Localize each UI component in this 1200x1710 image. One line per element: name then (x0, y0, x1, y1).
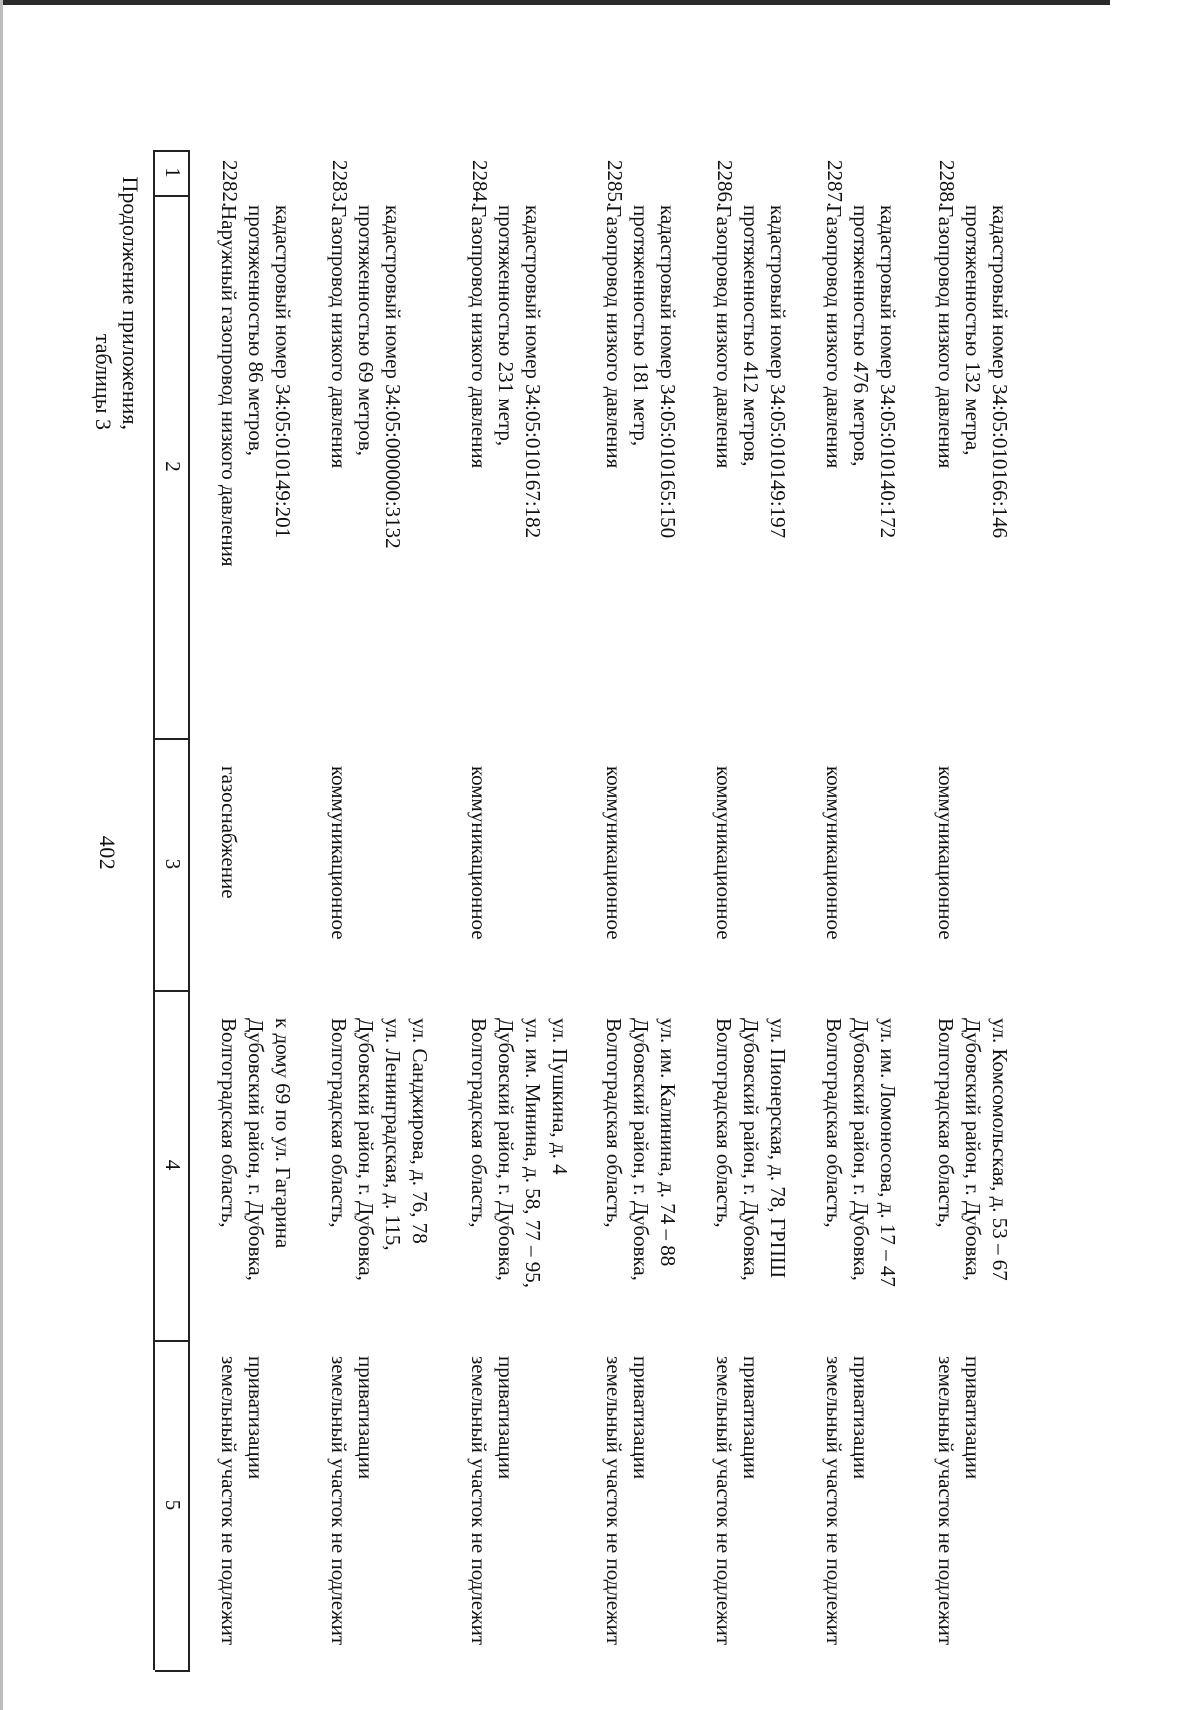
object-note-line: приватизации (739, 1356, 763, 1480)
object-note-line: приватизации (629, 1356, 653, 1480)
object-type: коммуникационное (327, 766, 351, 940)
object-note-line: земельный участок не подлежит (467, 1356, 491, 1646)
column-header: 5 (161, 1499, 185, 1511)
object-note-line: земельный участок не подлежит (327, 1356, 351, 1646)
object-name (465, 205, 546, 538)
object-address-line: Дубовский район, г. Дубовка, (629, 1018, 653, 1281)
table-header-bottom-line (154, 150, 156, 1670)
row-number: 2284. (468, 160, 492, 208)
object-name-line: кадастровый номер 34:05:010149:197 (766, 205, 790, 539)
object-note-line: приватизации (354, 1356, 378, 1480)
object-name-line: Газопровод низкого давления (712, 205, 736, 469)
continuation-note (90, 30, 144, 430)
object-name-line: кадастровый номер 34:05:010165:150 (656, 205, 680, 539)
object-address (820, 1018, 901, 1287)
object-address-line: Дубовский район, г. Дубовка, (739, 1018, 763, 1281)
object-address (600, 1018, 681, 1281)
object-note-line: приватизации (961, 1356, 985, 1480)
object-address-line: ул. Санджирова, д. 76, 78 (408, 1018, 432, 1244)
row-number: 2283. (328, 160, 352, 208)
object-address-line: Дубовский район, г. Дубовка, (244, 1018, 268, 1281)
object-address-line: Дубовский район, г. Дубовка, (354, 1018, 378, 1281)
table-header-separator (155, 195, 190, 197)
object-name (820, 205, 901, 538)
object-name (932, 205, 1013, 538)
object-address-line: Волгоградская область, (822, 1018, 846, 1228)
object-name-line: протяженностью 181 метр, (629, 205, 653, 447)
object-address (465, 1018, 573, 1288)
object-address-line: к дому 69 по ул. Гагарина (271, 1018, 295, 1249)
object-note-line: земельный участок не подлежит (602, 1356, 626, 1646)
table-header-separator (155, 1670, 190, 1672)
object-name-line: Газопровод низкого давления (602, 205, 626, 469)
table-header-top-line (189, 150, 191, 1670)
object-type: газоснабжение (217, 766, 241, 899)
object-type: коммуникационное (602, 766, 626, 940)
table-header-separator (155, 738, 190, 740)
continuation-line-2: таблицы 3 (91, 333, 116, 430)
object-note (465, 1356, 519, 1645)
object-name-line: Газопровод низкого давления (327, 205, 351, 469)
object-address-line: ул. им. Ломоносова, д. 17 – 47 (876, 1018, 900, 1287)
table-header-separator (155, 150, 190, 152)
row-number: 2285. (603, 160, 627, 208)
object-address (932, 1018, 1013, 1281)
object-name-line: кадастровый номер 34:05:010140:172 (876, 205, 900, 539)
column-header: 4 (161, 1159, 185, 1171)
object-type: коммуникационное (467, 766, 491, 940)
object-address-line: Дубовский район, г. Дубовка, (849, 1018, 873, 1281)
table-header-separator (155, 1340, 190, 1342)
column-header: 1 (161, 167, 185, 178)
column-header: 2 (161, 461, 185, 472)
object-note (215, 1356, 269, 1645)
object-name-line: протяженностью 69 метров, (354, 205, 378, 457)
object-address-line: ул. Ленинградская, д. 115, (381, 1018, 405, 1251)
object-address-line: Волгоградская область, (712, 1018, 736, 1228)
object-name-line: кадастровый номер 34:05:010149:201 (271, 205, 295, 539)
object-address-line: Волгоградская область, (602, 1018, 626, 1228)
object-type: коммуникационное (712, 766, 736, 940)
object-type: коммуникационное (822, 766, 846, 940)
object-note-line: земельный участок не подлежит (217, 1356, 241, 1646)
page-number: 402 (95, 835, 120, 871)
object-note-line: приватизации (849, 1356, 873, 1480)
object-note (710, 1356, 764, 1645)
object-note-line: земельный участок не подлежит (934, 1356, 958, 1646)
object-name-line: протяженностью 231 метр, (494, 205, 518, 447)
object-address-line: Волгоградская область, (217, 1018, 241, 1228)
object-note (325, 1356, 379, 1645)
object-name-line: протяженностью 476 метров, (849, 205, 873, 467)
object-address-line: Дубовский район, г. Дубовка, (961, 1018, 985, 1281)
object-name-line: кадастровый номер 34:05:000000:3132 (381, 205, 405, 549)
object-name-line: Наружный газопровод низкого давления (217, 205, 241, 567)
object-address-line: Волгоградская область, (467, 1018, 491, 1228)
column-header: 3 (161, 858, 185, 870)
object-address (215, 1018, 296, 1281)
object-name (710, 205, 791, 538)
object-name-line: протяженностью 132 метра, (961, 205, 985, 456)
object-address-line: ул. Комсомольская, д. 53 – 67 (988, 1018, 1012, 1281)
object-name-line: Газопровод низкого давления (822, 205, 846, 469)
object-name-line: кадастровый номер 34:05:010167:182 (521, 205, 545, 539)
object-address (710, 1018, 791, 1281)
row-number: 2282. (218, 160, 242, 208)
object-type: коммуникационное (934, 766, 958, 940)
object-name (325, 205, 406, 549)
object-address-line: Волгоградская область, (327, 1018, 351, 1228)
object-name-line: протяженностью 86 метров, (244, 205, 268, 457)
object-note (820, 1356, 874, 1645)
object-address-line: ул. им. Минина, д. 58, 77 – 95, (521, 1018, 545, 1288)
object-address-line: Волгоградская область, (934, 1018, 958, 1228)
table-header-separator (155, 990, 190, 992)
continuation-line-1: Продолжение приложения, (118, 176, 143, 430)
object-note-line: приватизации (244, 1356, 268, 1480)
object-name-line: кадастровый номер 34:05:010166:146 (988, 205, 1012, 539)
object-name-line: Газопровод низкого давления (467, 205, 491, 469)
object-address-line: ул. Пионерская, д. 78, ГРПШ (766, 1018, 790, 1279)
row-number: 2288. (935, 160, 959, 208)
object-note-line: земельный участок не подлежит (712, 1356, 736, 1646)
object-name-line: протяженностью 412 метров, (739, 205, 763, 467)
object-name (215, 205, 296, 567)
row-number: 2287. (823, 160, 847, 208)
object-note (600, 1356, 654, 1645)
object-address-line: ул. им. Калинина, д. 74 – 88 (656, 1018, 680, 1267)
object-name (600, 205, 681, 538)
object-address-line: ул. Пушкина, д. 4 (548, 1018, 572, 1175)
object-note-line: приватизации (494, 1356, 518, 1480)
object-name-line: Газопровод низкого давления (934, 205, 958, 469)
object-note (932, 1356, 986, 1645)
object-address-line: Дубовский район, г. Дубовка, (494, 1018, 518, 1281)
row-number: 2286. (713, 160, 737, 208)
object-note-line: земельный участок не подлежит (822, 1356, 846, 1646)
object-address (325, 1018, 433, 1281)
